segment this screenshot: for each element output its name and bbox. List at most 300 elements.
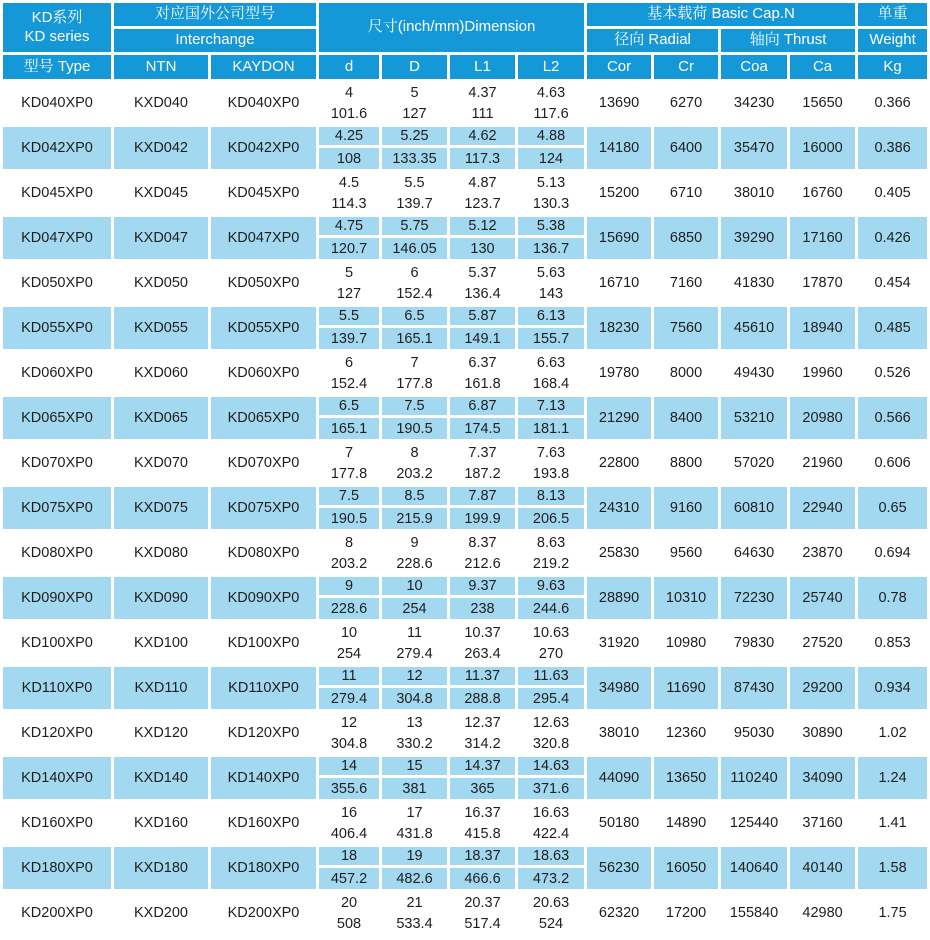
dim-mm-value: 422.4 bbox=[532, 825, 570, 842]
table-row bbox=[3, 577, 927, 619]
dim-mm-value: 149.1 bbox=[464, 330, 501, 347]
cell-ca: 17160 bbox=[790, 217, 855, 259]
dim-mm-value: 228.6 bbox=[330, 600, 368, 617]
cell-cor: 62320 bbox=[587, 892, 651, 934]
cell-coa: 72230 bbox=[721, 577, 787, 619]
cell-L2 bbox=[518, 667, 584, 709]
table-row bbox=[3, 712, 927, 754]
dim-inch-value: 16.37 bbox=[464, 804, 501, 821]
dim-mm-value: 168.4 bbox=[532, 375, 570, 392]
dim-mm-value: 215.9 bbox=[396, 510, 433, 527]
dim-pair bbox=[319, 622, 379, 664]
dim-inch-value: 20 bbox=[340, 894, 358, 911]
cell-kaydon: KD110XP0 bbox=[211, 667, 316, 709]
cell-kaydon: KD055XP0 bbox=[211, 307, 316, 349]
cell-cr: 8400 bbox=[654, 397, 718, 439]
cell-kaydon: KD050XP0 bbox=[211, 262, 316, 304]
cell-L1 bbox=[450, 262, 515, 304]
dim-pair bbox=[319, 847, 379, 889]
cell-L1 bbox=[450, 82, 515, 124]
cell-coa: 57020 bbox=[721, 442, 787, 484]
dim-pair bbox=[382, 802, 447, 844]
cell-d bbox=[319, 712, 379, 754]
dim-inch-value: 11 bbox=[319, 667, 379, 688]
cell-D bbox=[382, 712, 447, 754]
dim-pair bbox=[518, 397, 584, 439]
dim-pair bbox=[319, 172, 379, 214]
cell-D bbox=[382, 127, 447, 169]
dim-inch-value: 8.37 bbox=[468, 534, 497, 551]
cell-type: KD060XP0 bbox=[3, 352, 111, 394]
cell-d bbox=[319, 622, 379, 664]
cell-d bbox=[319, 307, 379, 349]
dim-pair bbox=[518, 442, 584, 484]
cell-cor: 15200 bbox=[587, 172, 651, 214]
dim-pair bbox=[450, 847, 515, 889]
dim-pair bbox=[450, 397, 515, 439]
dim-inch-value: 8.5 bbox=[382, 487, 447, 508]
dim-mm-value: 304.8 bbox=[396, 690, 433, 707]
cell-cr: 14890 bbox=[654, 802, 718, 844]
dim-pair bbox=[518, 847, 584, 889]
cell-type: KD042XP0 bbox=[3, 127, 111, 169]
dim-mm-value: 355.6 bbox=[330, 780, 368, 797]
dim-inch-value: 6 bbox=[410, 264, 419, 281]
dim-mm-value: 190.5 bbox=[396, 420, 433, 437]
cell-coa: 110240 bbox=[721, 757, 787, 799]
cell-cor: 21290 bbox=[587, 397, 651, 439]
cell-cr: 6270 bbox=[654, 82, 718, 124]
cell-D bbox=[382, 397, 447, 439]
header-interchange-en: Interchange bbox=[114, 29, 316, 52]
dim-pair bbox=[518, 217, 584, 259]
cell-d bbox=[319, 757, 379, 799]
dim-inch-value: 14.63 bbox=[518, 757, 584, 778]
cell-type: KD110XP0 bbox=[3, 667, 111, 709]
cell-L1 bbox=[450, 217, 515, 259]
cell-coa: 155840 bbox=[721, 892, 787, 934]
dim-inch-value: 6.63 bbox=[536, 354, 566, 371]
cell-L1 bbox=[450, 892, 515, 934]
dim-inch-value: 15 bbox=[382, 757, 447, 778]
cell-D bbox=[382, 307, 447, 349]
dim-inch-value: 4.5 bbox=[338, 174, 360, 191]
dim-inch-value: 8.63 bbox=[536, 534, 566, 551]
dim-pair bbox=[450, 442, 515, 484]
dim-inch-value: 11.63 bbox=[518, 667, 584, 688]
dim-mm-value: 155.7 bbox=[532, 330, 570, 347]
cell-type: KD040XP0 bbox=[3, 82, 111, 124]
dim-inch-value: 18.37 bbox=[450, 847, 515, 868]
dim-inch-value: 4.75 bbox=[319, 217, 379, 238]
dim-inch-value: 11.37 bbox=[450, 667, 515, 688]
dim-inch-value: 5.38 bbox=[518, 217, 584, 238]
cell-cor: 24310 bbox=[587, 487, 651, 529]
dim-inch-value: 12.63 bbox=[532, 714, 570, 731]
cell-cor: 22800 bbox=[587, 442, 651, 484]
cell-kg: 0.454 bbox=[858, 262, 927, 304]
table-header bbox=[3, 3, 927, 79]
cell-kaydon: KD060XP0 bbox=[211, 352, 316, 394]
cell-cr: 8000 bbox=[654, 352, 718, 394]
dim-mm-value: 152.4 bbox=[396, 285, 433, 302]
table-row bbox=[3, 397, 927, 439]
dim-inch-value: 9 bbox=[319, 577, 379, 598]
cell-coa: 64630 bbox=[721, 532, 787, 574]
dim-inch-value: 5.37 bbox=[468, 264, 497, 281]
cell-coa: 35470 bbox=[721, 127, 787, 169]
cell-kaydon: KD065XP0 bbox=[211, 397, 316, 439]
cell-type: KD140XP0 bbox=[3, 757, 111, 799]
cell-type: KD065XP0 bbox=[3, 397, 111, 439]
table-row bbox=[3, 82, 927, 124]
dim-mm-value: 219.2 bbox=[532, 555, 570, 572]
dim-inch-value: 10.37 bbox=[464, 624, 501, 641]
dim-mm-value: 371.6 bbox=[532, 780, 570, 797]
cell-ntn: KXD060 bbox=[114, 352, 208, 394]
cell-D bbox=[382, 577, 447, 619]
cell-kg: 0.405 bbox=[858, 172, 927, 214]
cell-kg: 0.386 bbox=[858, 127, 927, 169]
dim-mm-value: 161.8 bbox=[464, 375, 501, 392]
dim-inch-value: 20.37 bbox=[464, 894, 501, 911]
cell-ca: 37160 bbox=[790, 802, 855, 844]
cell-cor: 38010 bbox=[587, 712, 651, 754]
dim-mm-value: 457.2 bbox=[330, 870, 368, 887]
cell-type: KD047XP0 bbox=[3, 217, 111, 259]
cell-ca: 18940 bbox=[790, 307, 855, 349]
cell-cr: 8800 bbox=[654, 442, 718, 484]
cell-L2 bbox=[518, 712, 584, 754]
dim-pair bbox=[450, 82, 515, 124]
dim-inch-value: 4.62 bbox=[450, 127, 515, 148]
cell-d bbox=[319, 397, 379, 439]
cell-coa: 140640 bbox=[721, 847, 787, 889]
cell-D bbox=[382, 172, 447, 214]
dim-inch-value: 4 bbox=[344, 84, 354, 101]
cell-kg: 1.58 bbox=[858, 847, 927, 889]
cell-ca: 40140 bbox=[790, 847, 855, 889]
cell-cr: 9560 bbox=[654, 532, 718, 574]
header-kd-series-en: KD series bbox=[24, 27, 90, 45]
cell-D bbox=[382, 847, 447, 889]
dim-mm-value: 143 bbox=[538, 285, 564, 302]
dim-pair bbox=[382, 307, 447, 349]
cell-D bbox=[382, 82, 447, 124]
cell-kaydon: KD047XP0 bbox=[211, 217, 316, 259]
cell-cor: 14180 bbox=[587, 127, 651, 169]
dim-pair bbox=[319, 442, 379, 484]
dim-pair bbox=[518, 712, 584, 754]
dim-inch-value: 4.25 bbox=[319, 127, 379, 148]
dim-pair bbox=[382, 217, 447, 259]
cell-ntn: KXD042 bbox=[114, 127, 208, 169]
cell-ca: 20980 bbox=[790, 397, 855, 439]
table-row bbox=[3, 667, 927, 709]
dim-mm-value: 279.4 bbox=[330, 690, 368, 707]
table-row bbox=[3, 802, 927, 844]
cell-kaydon: KD070XP0 bbox=[211, 442, 316, 484]
cell-cr: 7160 bbox=[654, 262, 718, 304]
header-col-kaydon: KAYDON bbox=[211, 55, 316, 79]
cell-kg: 1.41 bbox=[858, 802, 927, 844]
cell-ca: 16760 bbox=[790, 172, 855, 214]
cell-ca: 22940 bbox=[790, 487, 855, 529]
cell-d bbox=[319, 487, 379, 529]
dim-pair bbox=[319, 127, 379, 169]
cell-L2 bbox=[518, 892, 584, 934]
dim-pair bbox=[518, 352, 584, 394]
cell-ntn: KXD055 bbox=[114, 307, 208, 349]
table-row bbox=[3, 307, 927, 349]
dim-inch-value: 5.12 bbox=[450, 217, 515, 238]
cell-d bbox=[319, 82, 379, 124]
dim-pair bbox=[518, 532, 584, 574]
dim-pair bbox=[382, 352, 447, 394]
cell-D bbox=[382, 622, 447, 664]
dim-inch-value: 17 bbox=[406, 804, 423, 821]
cell-coa: 95030 bbox=[721, 712, 787, 754]
cell-cr: 17200 bbox=[654, 892, 718, 934]
dim-mm-value: 320.8 bbox=[532, 735, 570, 752]
cell-kg: 0.485 bbox=[858, 307, 927, 349]
cell-ca: 30890 bbox=[790, 712, 855, 754]
dim-pair bbox=[382, 82, 447, 124]
header-col-D: D bbox=[382, 55, 447, 79]
dim-pair bbox=[382, 577, 447, 619]
cell-ca: 25740 bbox=[790, 577, 855, 619]
cell-ca: 42980 bbox=[790, 892, 855, 934]
dim-inch-value: 7 bbox=[410, 354, 419, 371]
cell-ca: 21960 bbox=[790, 442, 855, 484]
dim-pair bbox=[319, 802, 379, 844]
table-row bbox=[3, 442, 927, 484]
cell-type: KD050XP0 bbox=[3, 262, 111, 304]
cell-ntn: KXD065 bbox=[114, 397, 208, 439]
dim-pair bbox=[450, 307, 515, 349]
dim-pair bbox=[450, 577, 515, 619]
cell-D bbox=[382, 442, 447, 484]
dim-mm-value: 228.6 bbox=[396, 555, 433, 572]
cell-D bbox=[382, 262, 447, 304]
cell-kaydon: KD042XP0 bbox=[211, 127, 316, 169]
header-weight-cn: 单重 bbox=[858, 3, 927, 26]
dim-mm-value: 288.8 bbox=[464, 690, 501, 707]
cell-kg: 0.526 bbox=[858, 352, 927, 394]
dim-inch-value: 5.13 bbox=[536, 174, 566, 191]
dim-pair bbox=[382, 757, 447, 799]
cell-d bbox=[319, 352, 379, 394]
cell-kg: 0.65 bbox=[858, 487, 927, 529]
header-dimension: 尺寸(inch/mm)Dimension bbox=[319, 3, 584, 52]
dim-mm-value: 130.3 bbox=[532, 195, 570, 212]
dim-inch-value: 4.37 bbox=[468, 84, 497, 101]
table-body bbox=[3, 82, 927, 934]
table-row bbox=[3, 757, 927, 799]
cell-cor: 28890 bbox=[587, 577, 651, 619]
cell-L1 bbox=[450, 487, 515, 529]
dim-pair bbox=[450, 802, 515, 844]
header-kd-series bbox=[3, 3, 111, 52]
dim-mm-value: 136.4 bbox=[464, 285, 501, 302]
dim-pair bbox=[382, 847, 447, 889]
cell-type: KD080XP0 bbox=[3, 532, 111, 574]
dim-mm-value: 330.2 bbox=[396, 735, 433, 752]
cell-L1 bbox=[450, 757, 515, 799]
dim-inch-value: 14 bbox=[319, 757, 379, 778]
cell-L1 bbox=[450, 577, 515, 619]
cell-L2 bbox=[518, 397, 584, 439]
cell-L2 bbox=[518, 352, 584, 394]
header-col-cor: Cor bbox=[587, 55, 651, 79]
dim-pair bbox=[518, 802, 584, 844]
dim-mm-value: 365 bbox=[470, 780, 495, 797]
dim-inch-value: 5 bbox=[410, 84, 419, 101]
cell-coa: 41830 bbox=[721, 262, 787, 304]
cell-L2 bbox=[518, 82, 584, 124]
cell-D bbox=[382, 667, 447, 709]
cell-kg: 0.853 bbox=[858, 622, 927, 664]
cell-type: KD120XP0 bbox=[3, 712, 111, 754]
dim-inch-value: 12.37 bbox=[464, 714, 501, 731]
cell-d bbox=[319, 802, 379, 844]
dim-mm-value: 270 bbox=[538, 645, 564, 662]
cell-ntn: KXD080 bbox=[114, 532, 208, 574]
dim-inch-value: 8.13 bbox=[518, 487, 584, 508]
cell-type: KD160XP0 bbox=[3, 802, 111, 844]
cell-type: KD070XP0 bbox=[3, 442, 111, 484]
dim-mm-value: 139.7 bbox=[330, 330, 368, 347]
dim-mm-value: 254 bbox=[336, 645, 362, 662]
dim-pair bbox=[319, 667, 379, 709]
dim-mm-value: 111 bbox=[471, 105, 494, 122]
cell-kg: 0.606 bbox=[858, 442, 927, 484]
dim-inch-value: 6.5 bbox=[319, 397, 379, 418]
cell-ca: 17870 bbox=[790, 262, 855, 304]
dim-inch-value: 7 bbox=[344, 444, 354, 461]
dim-pair bbox=[518, 622, 584, 664]
cell-cor: 44090 bbox=[587, 757, 651, 799]
cell-kg: 0.694 bbox=[858, 532, 927, 574]
dim-pair bbox=[382, 442, 447, 484]
dim-mm-value: 165.1 bbox=[330, 420, 368, 437]
dim-pair bbox=[382, 262, 447, 304]
cell-L2 bbox=[518, 532, 584, 574]
cell-kg: 1.75 bbox=[858, 892, 927, 934]
cell-kaydon: KD080XP0 bbox=[211, 532, 316, 574]
cell-L2 bbox=[518, 217, 584, 259]
dim-inch-value: 16.63 bbox=[532, 804, 570, 821]
cell-coa: 38010 bbox=[721, 172, 787, 214]
cell-L1 bbox=[450, 847, 515, 889]
cell-kaydon: KD180XP0 bbox=[211, 847, 316, 889]
cell-D bbox=[382, 352, 447, 394]
cell-L2 bbox=[518, 577, 584, 619]
dim-mm-value: 279.4 bbox=[396, 645, 433, 662]
cell-kg: 0.426 bbox=[858, 217, 927, 259]
cell-L1 bbox=[450, 622, 515, 664]
dim-pair bbox=[319, 397, 379, 439]
dim-pair bbox=[450, 217, 515, 259]
dim-pair bbox=[450, 757, 515, 799]
dim-mm-value: 203.2 bbox=[330, 555, 368, 572]
cell-cor: 56230 bbox=[587, 847, 651, 889]
cell-cr: 10980 bbox=[654, 622, 718, 664]
table-row bbox=[3, 172, 927, 214]
dim-inch-value: 7.13 bbox=[518, 397, 584, 418]
cell-d bbox=[319, 532, 379, 574]
cell-d bbox=[319, 172, 379, 214]
dim-inch-value: 8 bbox=[344, 534, 354, 551]
dim-mm-value: 101.6 bbox=[330, 105, 368, 122]
dim-inch-value: 9.37 bbox=[450, 577, 515, 598]
cell-D bbox=[382, 217, 447, 259]
cell-coa: 87430 bbox=[721, 667, 787, 709]
dim-mm-value: 203.2 bbox=[396, 465, 433, 482]
cell-L2 bbox=[518, 442, 584, 484]
dim-inch-value: 6.37 bbox=[468, 354, 497, 371]
cell-cr: 7560 bbox=[654, 307, 718, 349]
dim-mm-value: 133.35 bbox=[392, 150, 437, 167]
dim-pair bbox=[518, 127, 584, 169]
dim-pair bbox=[518, 172, 584, 214]
cell-cor: 34980 bbox=[587, 667, 651, 709]
cell-L1 bbox=[450, 802, 515, 844]
cell-cor: 13690 bbox=[587, 82, 651, 124]
dim-inch-value: 6.87 bbox=[450, 397, 515, 418]
cell-d bbox=[319, 847, 379, 889]
cell-ca: 29200 bbox=[790, 667, 855, 709]
dim-pair bbox=[319, 487, 379, 529]
cell-L1 bbox=[450, 397, 515, 439]
cell-coa: 125440 bbox=[721, 802, 787, 844]
cell-coa: 79830 bbox=[721, 622, 787, 664]
dim-mm-value: 524 bbox=[538, 915, 564, 932]
cell-cor: 50180 bbox=[587, 802, 651, 844]
cell-coa: 45610 bbox=[721, 307, 787, 349]
cell-cr: 16050 bbox=[654, 847, 718, 889]
dim-mm-value: 206.5 bbox=[532, 510, 570, 527]
dim-mm-value: 181.1 bbox=[532, 420, 570, 437]
dim-pair bbox=[518, 577, 584, 619]
dim-inch-value: 9.63 bbox=[518, 577, 584, 598]
dim-pair bbox=[319, 352, 379, 394]
cell-ca: 15650 bbox=[790, 82, 855, 124]
cell-cor: 18230 bbox=[587, 307, 651, 349]
dim-inch-value: 11 bbox=[406, 624, 423, 641]
dim-pair bbox=[319, 262, 379, 304]
dim-mm-value: 314.2 bbox=[464, 735, 501, 752]
dim-pair bbox=[518, 892, 584, 934]
dim-inch-value: 7.37 bbox=[468, 444, 497, 461]
dim-mm-value: 120.7 bbox=[330, 240, 368, 257]
cell-L2 bbox=[518, 262, 584, 304]
cell-type: KD075XP0 bbox=[3, 487, 111, 529]
cell-type: KD045XP0 bbox=[3, 172, 111, 214]
dim-mm-value: 212.6 bbox=[464, 555, 501, 572]
cell-d bbox=[319, 892, 379, 934]
dim-mm-value: 117.3 bbox=[464, 150, 501, 167]
cell-ntn: KXD100 bbox=[114, 622, 208, 664]
cell-D bbox=[382, 487, 447, 529]
cell-cor: 25830 bbox=[587, 532, 651, 574]
cell-cr: 6710 bbox=[654, 172, 718, 214]
cell-cr: 11690 bbox=[654, 667, 718, 709]
cell-coa: 34230 bbox=[721, 82, 787, 124]
table-row bbox=[3, 352, 927, 394]
dim-inch-value: 14.37 bbox=[450, 757, 515, 778]
dim-mm-value: 136.7 bbox=[532, 240, 570, 257]
